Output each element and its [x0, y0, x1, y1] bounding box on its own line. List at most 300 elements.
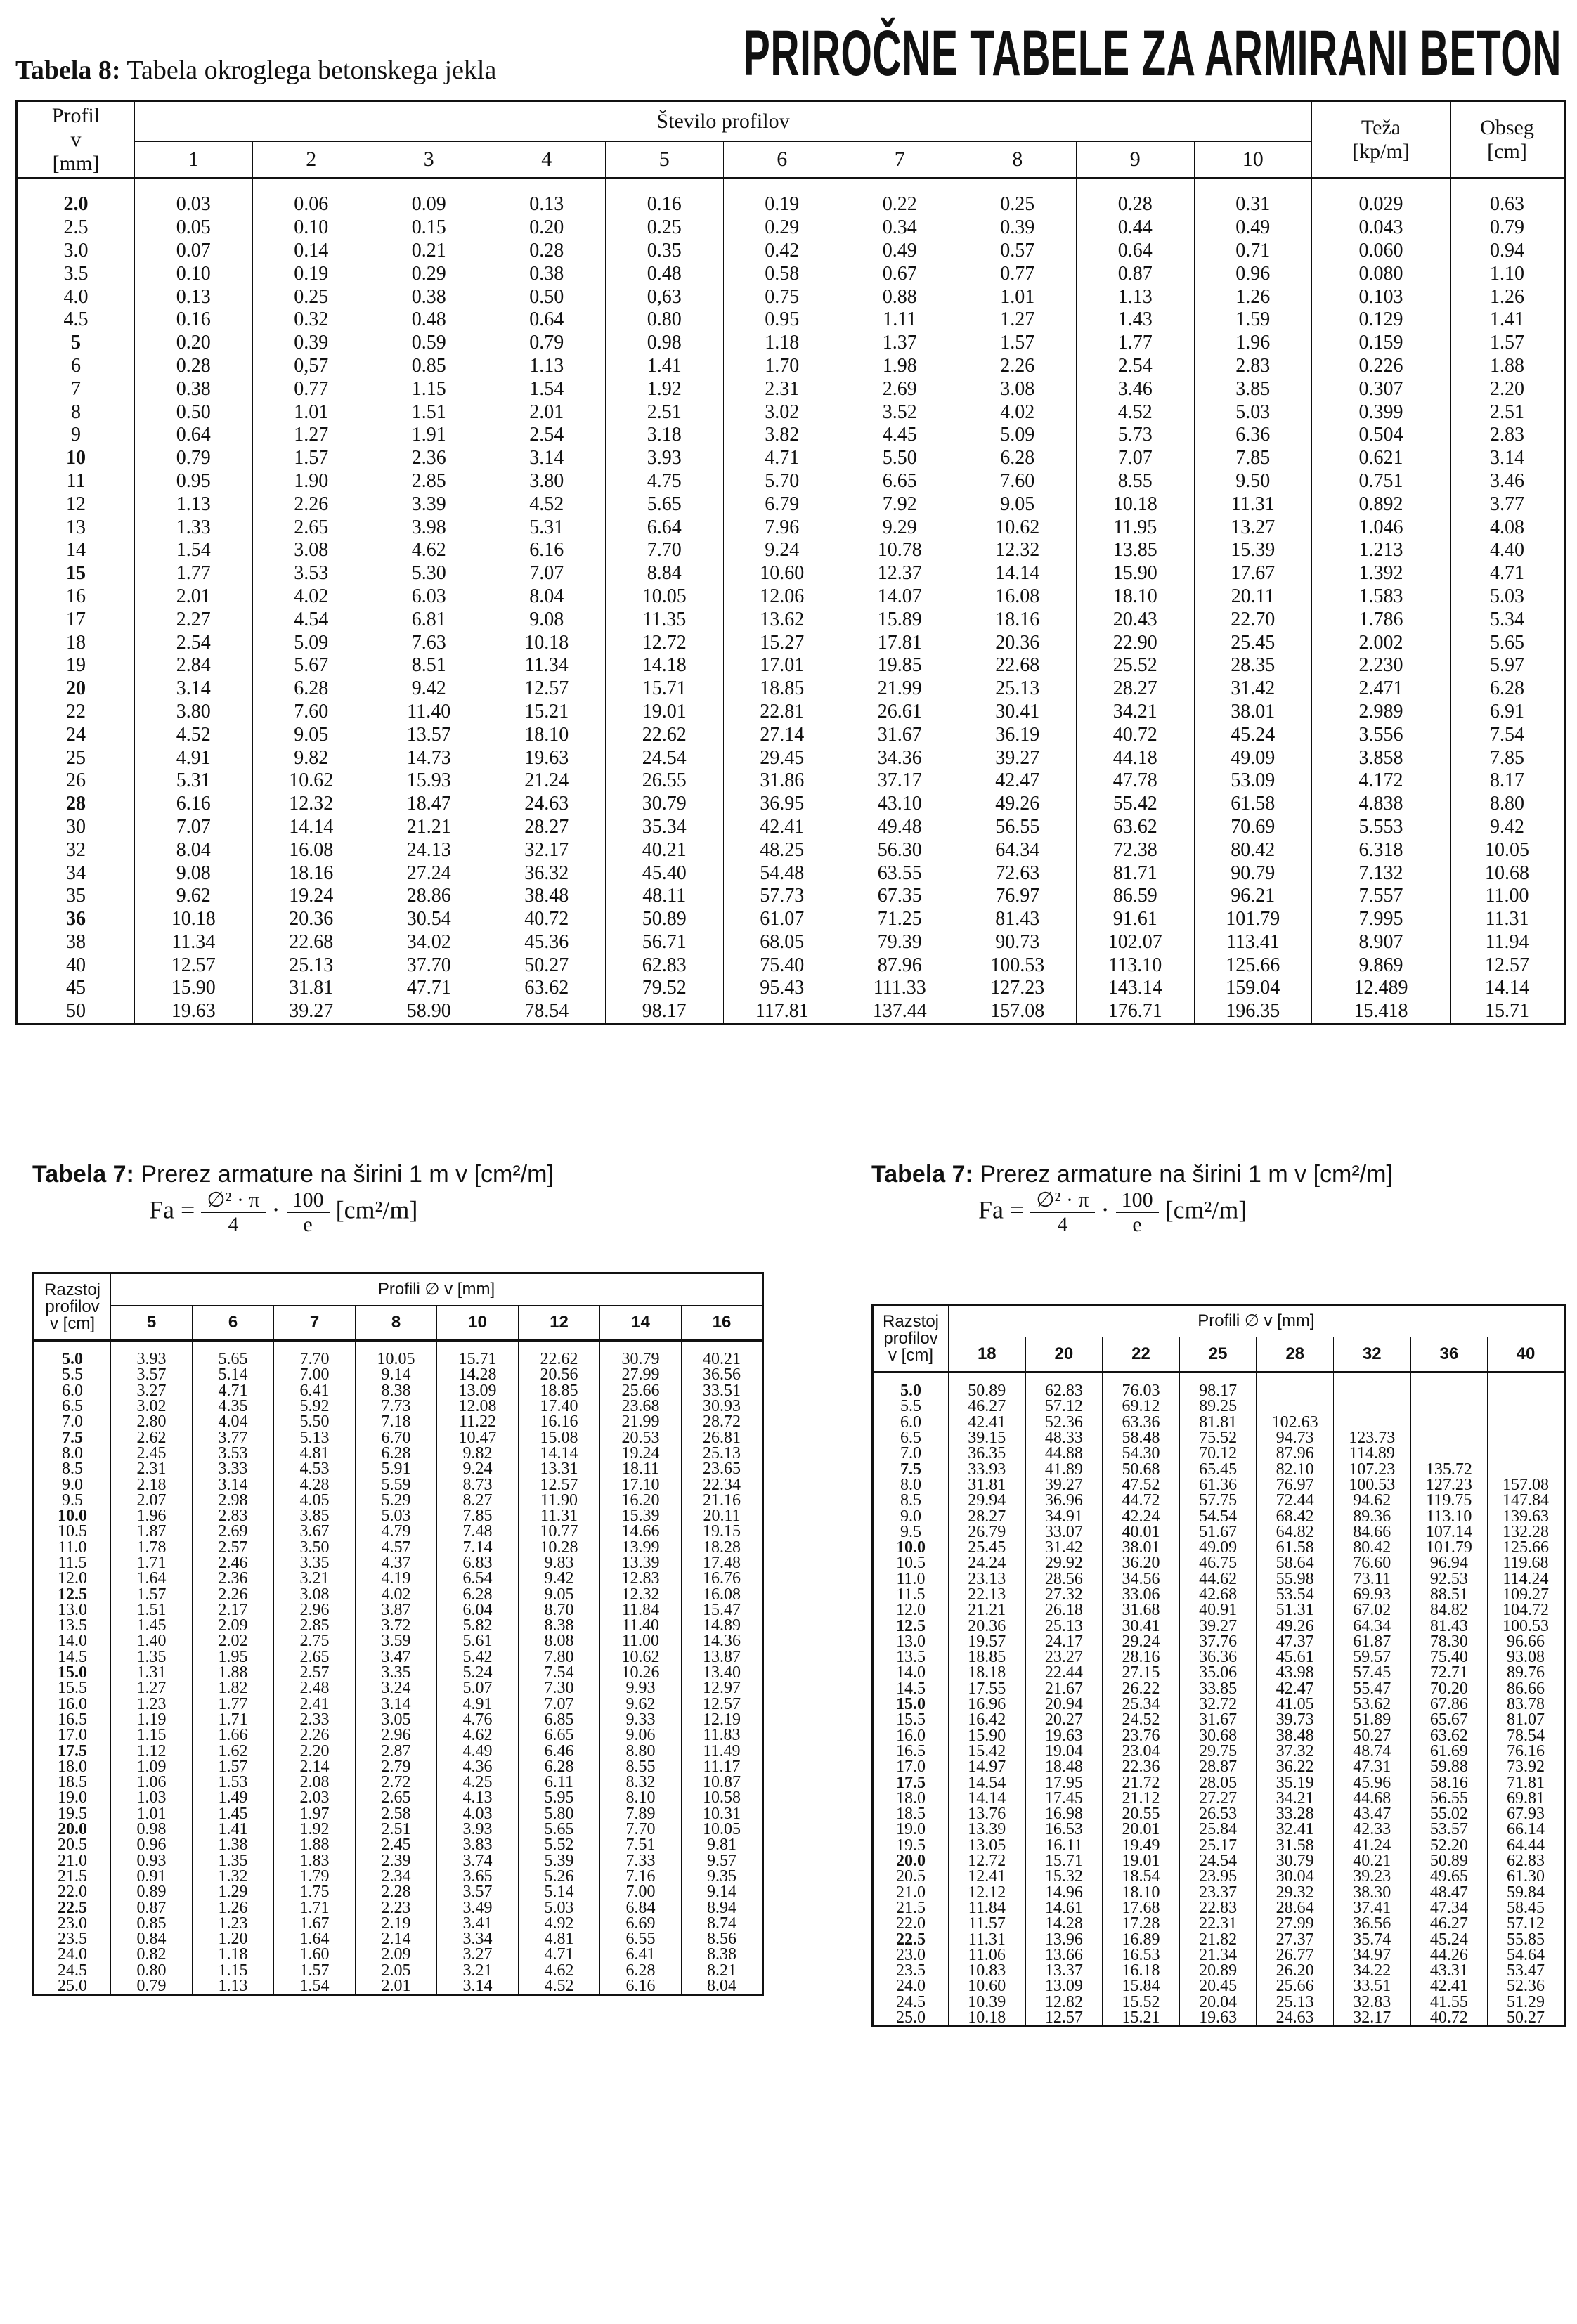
value-cell: 64.44 — [1488, 1838, 1565, 1853]
table-row — [34, 1602, 763, 1618]
value-cell: 48.11 — [606, 885, 724, 908]
value-cell: 1.57 — [193, 1759, 274, 1774]
value-cell: 13.62 — [723, 608, 841, 631]
value-cell: 1.71 — [193, 1712, 274, 1727]
value-cell: 2.07 — [111, 1493, 193, 1508]
header-count-7: 7 — [841, 142, 959, 178]
value-cell: 2.03 — [274, 1790, 356, 1805]
value-cell: 4.13 — [437, 1790, 519, 1805]
profile-cell: 45 — [17, 977, 135, 1000]
table-row — [17, 862, 1565, 885]
spacing-cell: 23.0 — [873, 1947, 949, 1963]
value-cell: 46.27 — [949, 1398, 1026, 1414]
value-cell: 45.24 — [1194, 723, 1312, 746]
value-cell: 1.13 — [488, 355, 606, 378]
value-cell: 0.88 — [841, 285, 959, 309]
value-cell: 1.83 — [274, 1853, 356, 1869]
value-cell: 20.36 — [959, 631, 1077, 654]
value-cell: 43.31 — [1410, 1963, 1488, 1978]
value-cell: 2.34 — [356, 1869, 437, 1884]
value-cell: 83.78 — [1488, 1696, 1565, 1712]
value-cell: 0.621 — [1312, 447, 1451, 470]
value-cell: 0.57 — [959, 240, 1077, 263]
value-cell: 48.74 — [1333, 1744, 1410, 1759]
value-cell: 64.34 — [959, 838, 1077, 862]
profile-cell: 35 — [17, 885, 135, 908]
value-cell: 6.28 — [437, 1586, 519, 1602]
value-cell: 58.16 — [1410, 1774, 1488, 1790]
value-cell: 30.68 — [1179, 1728, 1257, 1744]
value-cell: 9.82 — [437, 1446, 519, 1461]
value-cell: 44.88 — [1025, 1446, 1103, 1461]
value-cell: 0.25 — [252, 285, 370, 309]
value-cell: 6.16 — [135, 793, 253, 816]
value-cell: 4.49 — [437, 1743, 519, 1758]
value-cell: 8.17 — [1451, 770, 1565, 793]
value-cell: 17.81 — [841, 631, 959, 654]
value-cell: 1.35 — [111, 1649, 193, 1665]
spacing-cell: 8.0 — [873, 1477, 949, 1493]
value-cell: 1.77 — [135, 562, 253, 585]
profile-cell: 26 — [17, 770, 135, 793]
value-cell: 1.70 — [723, 355, 841, 378]
table-row — [873, 1853, 1565, 1869]
value-cell: 2.83 — [1451, 424, 1565, 447]
value-cell: 37.32 — [1257, 1744, 1334, 1759]
table8 — [15, 100, 1566, 1025]
value-cell: 13.37 — [1025, 1963, 1103, 1978]
table-row — [17, 838, 1565, 862]
value-cell: 11.17 — [682, 1759, 763, 1774]
value-cell: 6.318 — [1312, 838, 1451, 862]
value-cell: 53.09 — [1194, 770, 1312, 793]
value-cell: 0.94 — [1451, 240, 1565, 263]
value-cell: 10.87 — [682, 1774, 763, 1790]
profile-cell: 40 — [17, 954, 135, 977]
value-cell: 28.27 — [949, 1508, 1026, 1524]
value-cell: 8.27 — [437, 1493, 519, 1508]
value-cell: 5.52 — [519, 1837, 600, 1852]
value-cell: 5.65 — [193, 1341, 274, 1368]
value-cell: 10.18 — [488, 631, 606, 654]
value-cell: 30.79 — [1257, 1853, 1334, 1869]
value-cell: 11.34 — [135, 931, 253, 954]
profile-cell: 24 — [17, 723, 135, 746]
value-cell: 3.49 — [437, 1900, 519, 1915]
value-cell: 11.06 — [949, 1947, 1026, 1963]
value-cell: 4.25 — [437, 1774, 519, 1790]
formula-num1: ∅² · π — [1030, 1188, 1094, 1213]
value-cell: 3.72 — [356, 1618, 437, 1633]
spacing-cell: 13.0 — [873, 1634, 949, 1649]
value-cell: 28.87 — [1179, 1759, 1257, 1774]
value-cell: 10.31 — [682, 1806, 763, 1822]
value-cell: 26.20 — [1257, 1963, 1334, 1978]
value-cell: 10.62 — [252, 770, 370, 793]
spacing-cell: 12.0 — [34, 1571, 111, 1586]
value-cell: 1.23 — [111, 1696, 193, 1712]
value-cell — [1333, 1398, 1410, 1414]
spacing-cell: 9.0 — [873, 1508, 949, 1524]
value-cell: 30.79 — [606, 793, 724, 816]
spacing-cell: 14.5 — [34, 1649, 111, 1665]
value-cell: 2.39 — [356, 1853, 437, 1869]
value-cell: 24.24 — [949, 1555, 1026, 1571]
value-cell: 76.03 — [1103, 1372, 1180, 1399]
value-cell: 40.21 — [682, 1341, 763, 1368]
formula-fraction-1 — [1030, 1188, 1094, 1237]
value-cell: 63.36 — [1103, 1415, 1180, 1430]
value-cell: 127.23 — [959, 977, 1077, 1000]
header-razstoj-line1: Razstoj — [44, 1280, 101, 1299]
table-row — [34, 1978, 763, 1995]
value-cell: 2.79 — [356, 1759, 437, 1774]
value-cell: 2.41 — [274, 1696, 356, 1712]
value-cell: 1.88 — [1451, 355, 1565, 378]
value-cell: 23.95 — [1179, 1869, 1257, 1884]
value-cell: 7.70 — [600, 1822, 682, 1837]
value-cell: 0.96 — [111, 1837, 193, 1852]
value-cell: 15.39 — [600, 1508, 682, 1524]
value-cell: 55.85 — [1488, 1931, 1565, 1947]
value-cell: 3.27 — [437, 1947, 519, 1962]
value-cell: 1.13 — [1077, 285, 1195, 309]
value-cell: 75.40 — [723, 954, 841, 977]
value-cell — [1488, 1415, 1565, 1430]
value-cell: 19.63 — [135, 1000, 253, 1024]
value-cell: 61.30 — [1488, 1869, 1565, 1884]
value-cell: 53.62 — [1333, 1696, 1410, 1712]
value-cell: 11.00 — [600, 1633, 682, 1649]
value-cell: 9.33 — [600, 1712, 682, 1727]
formula-lhs: Fa = — [149, 1195, 195, 1224]
value-cell: 69.81 — [1488, 1791, 1565, 1806]
value-cell: 1.45 — [111, 1618, 193, 1633]
table7-left-title-label: Tabela 7: — [32, 1161, 134, 1188]
value-cell: 6.28 — [600, 1963, 682, 1978]
value-cell: 12.32 — [959, 539, 1077, 562]
spacing-cell: 14.0 — [873, 1665, 949, 1680]
value-cell: 0.64 — [135, 424, 253, 447]
value-cell: 2.57 — [193, 1540, 274, 1555]
header-razstoj-line2: profilov — [45, 1297, 100, 1316]
value-cell: 6.55 — [600, 1931, 682, 1947]
value-cell: 46.75 — [1179, 1555, 1257, 1571]
value-cell: 51.89 — [1333, 1712, 1410, 1727]
value-cell: 61.69 — [1410, 1744, 1488, 1759]
profile-cell: 50 — [17, 1000, 135, 1024]
header-obseg-line1: Obseg — [1480, 115, 1534, 139]
value-cell: 63.55 — [841, 862, 959, 885]
header-diameter-16: 16 — [682, 1306, 763, 1341]
value-cell: 89.76 — [1488, 1665, 1565, 1680]
value-cell: 5.14 — [519, 1884, 600, 1900]
value-cell: 17.45 — [1025, 1791, 1103, 1806]
value-cell: 39.27 — [959, 746, 1077, 770]
value-cell: 4.172 — [1312, 770, 1451, 793]
value-cell: 7.70 — [606, 539, 724, 562]
header-diameter-20: 20 — [1025, 1337, 1103, 1372]
value-cell: 8.04 — [488, 585, 606, 609]
value-cell: 15.42 — [949, 1744, 1026, 1759]
value-cell: 1.54 — [488, 377, 606, 401]
value-cell: 9.24 — [437, 1461, 519, 1476]
value-cell: 27.14 — [723, 723, 841, 746]
value-cell: 1.03 — [111, 1790, 193, 1805]
value-cell: 6.85 — [519, 1712, 600, 1727]
value-cell: 2.23 — [356, 1900, 437, 1915]
value-cell: 80.42 — [1194, 838, 1312, 862]
value-cell: 1.62 — [193, 1743, 274, 1758]
value-cell: 36.35 — [949, 1446, 1026, 1461]
spacing-cell: 17.0 — [873, 1759, 949, 1774]
spacing-cell: 22.5 — [873, 1931, 949, 1947]
value-cell: 21.24 — [488, 770, 606, 793]
value-cell: 11.94 — [1451, 931, 1565, 954]
value-cell: 1.20 — [193, 1931, 274, 1947]
value-cell: 8.51 — [370, 654, 488, 677]
value-cell: 8.84 — [606, 562, 724, 585]
value-cell: 21.67 — [1025, 1681, 1103, 1696]
spacing-cell: 8.5 — [873, 1493, 949, 1508]
value-cell: 2.989 — [1312, 701, 1451, 724]
value-cell: 123.73 — [1333, 1430, 1410, 1446]
table-row — [34, 1446, 763, 1461]
value-cell: 4.52 — [135, 723, 253, 746]
value-cell: 63.62 — [1077, 816, 1195, 839]
value-cell: 66.14 — [1488, 1822, 1565, 1837]
value-cell: 1.11 — [841, 309, 959, 332]
value-cell: 3.67 — [274, 1524, 356, 1539]
value-cell: 5.34 — [1451, 608, 1565, 631]
value-cell: 13.09 — [1025, 1978, 1103, 1994]
value-cell: 63.62 — [488, 977, 606, 1000]
value-cell: 6.16 — [488, 539, 606, 562]
header-obseg — [1451, 101, 1565, 178]
spacing-cell: 16.0 — [873, 1728, 949, 1744]
spacing-cell: 14.0 — [34, 1633, 111, 1649]
value-cell: 21.16 — [682, 1493, 763, 1508]
spacing-cell: 13.5 — [34, 1618, 111, 1633]
value-cell: 1.45 — [193, 1806, 274, 1822]
value-cell: 0.13 — [135, 285, 253, 309]
value-cell: 38.48 — [1257, 1728, 1334, 1744]
value-cell: 13.57 — [370, 723, 488, 746]
value-cell: 1.53 — [193, 1774, 274, 1790]
value-cell: 2.98 — [193, 1493, 274, 1508]
spacing-cell: 22.0 — [873, 1916, 949, 1931]
table-row — [873, 1885, 1565, 1900]
value-cell: 10.05 — [606, 585, 724, 609]
value-cell: 2.05 — [356, 1963, 437, 1978]
value-cell: 1.29 — [193, 1884, 274, 1900]
value-cell: 81.07 — [1488, 1712, 1565, 1727]
value-cell: 1.88 — [193, 1665, 274, 1680]
table-row — [34, 1540, 763, 1555]
value-cell: 28.56 — [1025, 1571, 1103, 1587]
value-cell: 107.14 — [1410, 1524, 1488, 1540]
spacing-cell: 11.5 — [873, 1587, 949, 1602]
value-cell: 2.96 — [356, 1727, 437, 1743]
value-cell: 25.45 — [949, 1540, 1026, 1555]
table-row — [873, 1555, 1565, 1571]
value-cell: 119.68 — [1488, 1555, 1565, 1571]
header-razstoj — [873, 1305, 949, 1372]
value-cell: 0.029 — [1312, 178, 1451, 216]
value-cell: 17.40 — [519, 1398, 600, 1414]
value-cell: 9.14 — [356, 1367, 437, 1382]
value-cell: 7.60 — [252, 701, 370, 724]
value-cell: 0.59 — [370, 332, 488, 355]
value-cell: 4.02 — [252, 585, 370, 609]
value-cell: 26.61 — [841, 701, 959, 724]
value-cell: 36.96 — [1025, 1493, 1103, 1508]
value-cell: 2.45 — [356, 1837, 437, 1852]
value-cell: 26.55 — [606, 770, 724, 793]
value-cell: 24.52 — [1103, 1712, 1180, 1727]
table-row — [34, 1869, 763, 1884]
spacing-cell: 17.5 — [873, 1774, 949, 1790]
value-cell: 3.93 — [111, 1341, 193, 1368]
value-cell: 31.42 — [1025, 1540, 1103, 1555]
value-cell: 20.94 — [1025, 1696, 1103, 1712]
value-cell: 20.01 — [1103, 1822, 1180, 1837]
value-cell — [1333, 1372, 1410, 1399]
value-cell: 38.01 — [1194, 701, 1312, 724]
value-cell: 56.71 — [606, 931, 724, 954]
spacing-cell: 12.0 — [873, 1602, 949, 1618]
value-cell: 5.30 — [370, 562, 488, 585]
table-row — [873, 1822, 1565, 1837]
value-cell: 15.93 — [370, 770, 488, 793]
value-cell: 0.892 — [1312, 493, 1451, 516]
value-cell: 14.36 — [682, 1633, 763, 1649]
value-cell: 21.82 — [1179, 1931, 1257, 1947]
value-cell: 30.04 — [1257, 1869, 1334, 1884]
value-cell: 0.95 — [723, 309, 841, 332]
value-cell: 10.62 — [959, 516, 1077, 539]
value-cell: 20.89 — [1179, 1963, 1257, 1978]
value-cell: 3.02 — [723, 401, 841, 424]
table-row — [17, 746, 1565, 770]
value-cell: 8.08 — [519, 1633, 600, 1649]
value-cell: 11.90 — [519, 1493, 600, 1508]
value-cell: 3.21 — [274, 1571, 356, 1586]
table-row — [873, 1524, 1565, 1540]
value-cell: 0.38 — [135, 377, 253, 401]
value-cell: 4.05 — [274, 1493, 356, 1508]
value-cell: 24.63 — [1257, 2010, 1334, 2027]
value-cell: 43.47 — [1333, 1806, 1410, 1822]
value-cell: 1.82 — [193, 1680, 274, 1696]
value-cell: 67.93 — [1488, 1806, 1565, 1822]
value-cell: 0.49 — [841, 240, 959, 263]
spacing-cell: 5.0 — [873, 1372, 949, 1399]
value-cell: 20.56 — [519, 1367, 600, 1382]
value-cell: 25.13 — [252, 954, 370, 977]
value-cell: 5.14 — [193, 1367, 274, 1382]
table-row — [34, 1649, 763, 1665]
value-cell: 12.12 — [949, 1885, 1026, 1900]
value-cell: 11.83 — [682, 1727, 763, 1743]
value-cell: 65.67 — [1410, 1712, 1488, 1727]
value-cell: 25.66 — [1257, 1978, 1334, 1994]
value-cell: 2.65 — [274, 1649, 356, 1665]
value-cell: 35.06 — [1179, 1665, 1257, 1680]
value-cell: 61.87 — [1333, 1634, 1410, 1649]
value-cell: 0.87 — [1077, 262, 1195, 285]
header-razstoj-line3: v [cm] — [50, 1313, 95, 1333]
value-cell: 4.91 — [135, 746, 253, 770]
value-cell: 12.57 — [488, 677, 606, 701]
value-cell: 2.27 — [135, 608, 253, 631]
value-cell: 2.14 — [356, 1931, 437, 1947]
value-cell: 69.12 — [1103, 1398, 1180, 1414]
value-cell: 0.85 — [370, 355, 488, 378]
table7-right-title-label: Tabela 7: — [871, 1161, 973, 1188]
spacing-cell: 16.0 — [34, 1696, 111, 1712]
value-cell: 1.91 — [370, 424, 488, 447]
value-cell: 23.37 — [1179, 1885, 1257, 1900]
value-cell: 6.28 — [356, 1446, 437, 1461]
value-cell: 64.82 — [1257, 1524, 1334, 1540]
value-cell — [1488, 1461, 1565, 1476]
value-cell: 48.47 — [1410, 1885, 1488, 1900]
formula-lhs: Fa = — [978, 1195, 1025, 1224]
value-cell: 5.65 — [519, 1822, 600, 1837]
value-cell: 73.92 — [1488, 1759, 1565, 1774]
value-cell: 11.31 — [1194, 493, 1312, 516]
value-cell: 12.41 — [949, 1869, 1026, 1884]
value-cell: 75.52 — [1179, 1430, 1257, 1446]
table-row — [17, 424, 1565, 447]
value-cell: 79.52 — [606, 977, 724, 1000]
value-cell: 17.10 — [600, 1476, 682, 1492]
value-cell: 20.11 — [1194, 585, 1312, 609]
value-cell: 54.48 — [723, 862, 841, 885]
value-cell: 25.66 — [600, 1383, 682, 1398]
table-row — [873, 1696, 1565, 1712]
value-cell: 104.72 — [1488, 1602, 1565, 1618]
value-cell: 26.53 — [1179, 1806, 1257, 1822]
value-cell: 44.62 — [1179, 1571, 1257, 1587]
table-row — [873, 1508, 1565, 1524]
value-cell: 12.72 — [606, 631, 724, 654]
value-cell: 113.10 — [1077, 954, 1195, 977]
header-profili: Profili ∅ v [mm] — [111, 1273, 763, 1306]
value-cell: 4.71 — [723, 447, 841, 470]
table-row — [873, 1759, 1565, 1774]
table-row — [34, 1665, 763, 1680]
table-row — [17, 285, 1565, 309]
value-cell: 29.92 — [1025, 1555, 1103, 1571]
value-cell: 27.15 — [1103, 1665, 1180, 1680]
value-cell: 95.43 — [723, 977, 841, 1000]
value-cell — [1257, 1372, 1334, 1399]
value-cell: 44.68 — [1333, 1791, 1410, 1806]
value-cell: 1.90 — [252, 470, 370, 493]
value-cell: 4.52 — [519, 1978, 600, 1995]
value-cell: 9.29 — [841, 516, 959, 539]
value-cell — [1488, 1372, 1565, 1399]
value-cell: 7.85 — [437, 1508, 519, 1524]
value-cell: 17.67 — [1194, 562, 1312, 585]
value-cell: 2.31 — [111, 1461, 193, 1476]
value-cell: 7.557 — [1312, 885, 1451, 908]
value-cell: 4.02 — [959, 401, 1077, 424]
value-cell: 25.34 — [1103, 1696, 1180, 1712]
header-razstoj — [34, 1273, 111, 1341]
